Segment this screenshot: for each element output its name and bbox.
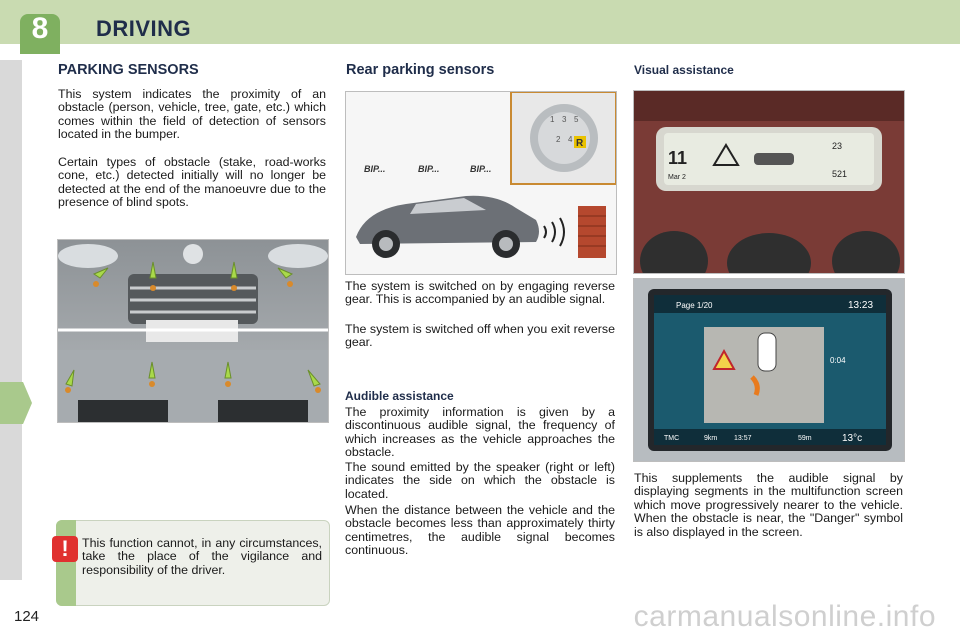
bumper-sensors-photo [57, 239, 329, 423]
bip-label: BIP... [418, 164, 440, 174]
screen-tmc-label: TMC [664, 435, 680, 442]
warning-stripe [56, 520, 76, 606]
page-title: DRIVING [96, 16, 192, 41]
continuous-signal-paragraph: When the distance between the vehicle and the obstacle becomes less than approximately thirty centimetres, the audible signal becomes continuous. [345, 503, 615, 558]
section-title-parking-sensors: PARKING SENSORS [58, 62, 199, 78]
display-km: 521 [832, 169, 848, 179]
section-title-visual-assistance: Visual assistance [634, 63, 734, 77]
display-date: Mar 2 [668, 174, 686, 181]
intro-paragraph: This system indicates the proximity of an obstacle (person, vehicle, tree, gate, etc.) which comes within the field of detection of sensors located in the bumper. [58, 87, 326, 142]
car-reversing-illustration [346, 92, 616, 274]
screen-side-time: 0:04 [830, 356, 846, 365]
page-number: 124 [14, 608, 40, 625]
switch-on-paragraph: The system is switched on by engaging reverse gear. This is accompanied by an audible signal. [345, 279, 615, 307]
screen-clock: 13:57 [734, 435, 752, 442]
bumper-illustration [58, 240, 328, 422]
reverse-gear-label: R [576, 138, 584, 149]
watermark: carmanualsonline.info [633, 600, 936, 633]
display-temp: 23 [832, 141, 843, 151]
audible-paragraph: The proximity information is given by a discontinuous audible signal, the frequency of which increases as the vehicle approaches the obstacle. [345, 405, 615, 460]
dashboard-illustration [634, 91, 904, 273]
display-time: 11 [668, 148, 688, 168]
section-title-rear-sensors: Rear parking sensors [346, 62, 495, 78]
gear-label: 4 [568, 135, 573, 144]
screen-time: 13:23 [848, 300, 874, 311]
screen-dist: 59m [798, 435, 812, 442]
gear-label: 2 [556, 135, 561, 144]
screen-distance: 9km [704, 435, 718, 442]
switch-off-paragraph: The system is switched off when you exit reverse gear. [345, 322, 615, 350]
screen-illustration [634, 279, 904, 461]
gear-label: 5 [574, 115, 579, 124]
subtitle-audible-assistance: Audible assistance [345, 389, 454, 403]
bip-label: BIP... [364, 164, 386, 174]
gear-label: 3 [562, 115, 567, 124]
rear-sensors-illustration [345, 91, 617, 275]
side-margin [0, 60, 22, 580]
exclamation-icon: ! [52, 536, 78, 562]
screen-temp: 13°c [842, 433, 863, 444]
chapter-number: 8 [31, 12, 49, 45]
bip-label: BIP... [470, 164, 492, 174]
speaker-paragraph: The sound emitted by the speaker (right or left) indicates the side on which the obstacle is located. [345, 460, 615, 501]
chapter-side-tab [0, 382, 32, 424]
visual-assistance-paragraph: This supplements the audible signal by displaying segments in the multifunction screen which move progressively nearer to the vehicle. When the obstacle is near, the "Danger" symbol is also displayed in the screen. [634, 471, 903, 539]
multifunction-screen-photo [633, 278, 905, 462]
gear-label: 1 [550, 115, 555, 124]
dashboard-display-photo [633, 90, 905, 274]
blind-spot-paragraph: Certain types of obstacle (stake, road-works cone, etc.) detected initially will no longer be detected at the end of the manoeuvre due to the presence of blind spots. [58, 155, 326, 210]
warning-text: This function cannot, in any circumstances, take the place of the vigilance and responsibility of the driver. [82, 536, 322, 577]
screen-page-label: Page 1/20 [676, 301, 713, 310]
